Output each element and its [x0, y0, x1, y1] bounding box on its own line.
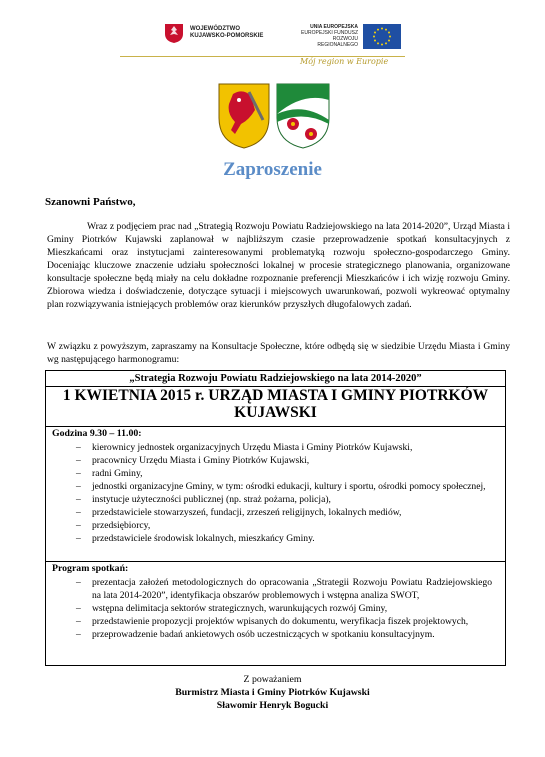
municipal-crests	[215, 80, 335, 150]
list-item: – przeprowadzenie badań ankietowych osób uczestniczących w spotkaniu konsultacyjnym.	[46, 628, 492, 641]
signature-block	[0, 673, 545, 712]
list-item: – przedstawienie propozycji projektów wpisanych do dokumentu, weryfikacja fiszek projektowych,	[46, 615, 492, 628]
program-list	[46, 576, 492, 641]
eu-flag-icon	[363, 24, 401, 49]
page-title: Zaproszenie	[223, 159, 322, 180]
region-name: WOJEWÓDZTWO KUJAWSKO-POMORSKIE	[190, 26, 264, 39]
strategy-title: „Strategia Rozwoju Powiatu Radziejowskiego na lata 2014-2020”	[129, 373, 422, 384]
divider	[46, 426, 505, 427]
signer-name: Sławomir Henryk Bogucki	[216, 700, 329, 711]
invitation-paragraph: W związku z powyższym, zapraszamy na Konsultacje Społeczne, które odbędą się w siedzibie Urzędu Miasta i Gminy wg następującego harmonogramu:	[47, 341, 510, 365]
header-motto: Mój region w Europie	[300, 57, 389, 66]
list-item: – jednostki organizacyjne Gminy, w tym: ośrodki edukacji, kultury i sportu, ośrodki pomocy społecznej,	[46, 480, 492, 493]
list-item: – radni Gminy,	[46, 467, 492, 480]
schedule-box	[45, 370, 506, 666]
greeting: Szanowni Państwo,	[45, 196, 136, 208]
list-item: – przedstawiciele stowarzyszeń, fundacji, zrzeszeń religijnych, lokalnych mediów,	[46, 506, 492, 519]
list-item: – pracownicy Urzędu Miasta i Gminy Piotrków Kujawski,	[46, 454, 492, 467]
divider	[46, 561, 505, 562]
list-item: – instytucje użyteczności publicznej (np. straż pożarna, policja),	[46, 493, 492, 506]
signer-position: Burmistrz Miasta i Gminy Piotrków Kujawski	[175, 687, 370, 698]
meeting-date-place: 1 KWIETNIA 2015 r. URZĄD MIASTA I GMINY PIOTRKÓW KUJAWSKI	[62, 387, 489, 421]
eu-fund-label: UNIA EUROPEJSKA EUROPEJSKI FUNDUSZ ROZWOJU REGIONALNEGO	[301, 24, 358, 48]
list-item: – przedsiębiorcy,	[46, 519, 492, 532]
time-label: Godzina 9.30 – 11.00:	[52, 428, 142, 439]
list-item: – prezentacja założeń metodologicznych do opracowania „Strategii Rozwoju Powiatu Radziejowskiego na lata 2014-2020”, identyfikacja obszarów problemowych i wstępna analiza SWOT,	[46, 576, 492, 602]
region-coat-of-arms-icon	[163, 22, 185, 44]
participants-list	[46, 441, 492, 545]
gmina-crest-icon	[277, 84, 329, 148]
regards: Z poważaniem	[243, 674, 302, 685]
list-item: – przedstawiciele środowisk lokalnych, mieszkańcy Gminy.	[46, 532, 492, 545]
county-crest-icon	[219, 84, 269, 148]
intro-paragraph: Wraz z podjęciem prac nad „Strategią Rozwoju Powiatu Radziejowskiego na lata 2014-2020”, Urząd Miasta i Gminy Piotrków Kujawski zaplanował w najbliższym czasie przeprowadzenie spotkań konsultacyjnych z Mieszkańcami oraz instytucjami zainteresowanymi problematyką rozwoju społeczno-gospodarczego Gminy. Doceniając kluczowe znaczenie udziału społeczności lokalnej w procesie strategicznego planowania, organizowane konsultacje społeczne będą miały na celu dokładne rozpoznanie preferencji Mieszkańców i ich wizję rozwoju Gminy. Zbiorowa wiedza i doświadczenie, dotyczące sytuacji i miejscowych uwarunkowań, pozwoli wykreować optymalny plan rozwiązywania istniejących problemów oraz kierunków przyszłych długofalowych zadań.	[47, 221, 510, 310]
program-label: Program spotkań:	[52, 563, 129, 574]
list-item: – wstępna delimitacja sektorów strategicznych, warunkujących rozwój Gminy,	[46, 602, 492, 615]
list-item: – kierownicy jednostek organizacyjnych Urzędu Miasta i Gminy Piotrków Kujawski,	[46, 441, 492, 454]
letterhead	[0, 0, 545, 78]
